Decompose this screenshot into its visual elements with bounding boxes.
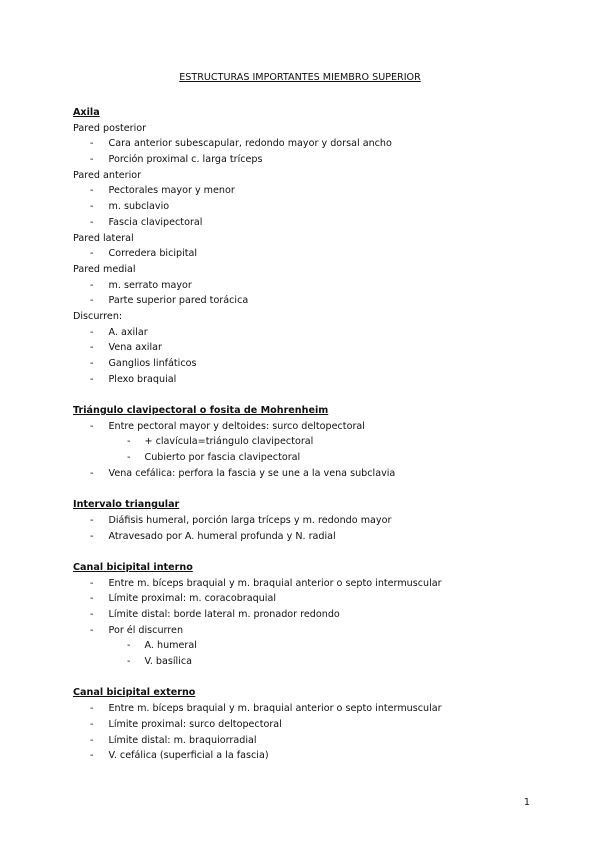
list-item: - Entre pectoral mayor y deltoides: surco deltopectoral xyxy=(73,419,553,435)
subsection-label: Pared lateral xyxy=(73,232,134,244)
list-item: - Límite proximal: surco deltopectoral xyxy=(73,717,553,733)
page-number: 1 xyxy=(523,797,530,808)
list-item: - Corredera bicipital xyxy=(73,246,553,262)
section-heading-intervalo: Intervalo triangular xyxy=(73,499,180,511)
bullet-dash: - xyxy=(90,467,94,479)
bullet-dash: - xyxy=(90,358,94,369)
section-heading-canal-interno: Canal bicipital interno xyxy=(73,561,193,573)
spacer xyxy=(73,544,553,560)
subsection-label: Pared medial xyxy=(73,263,136,275)
bullet-dash: - xyxy=(90,420,94,432)
list-item: - Ganglios linfáticos xyxy=(73,356,553,372)
list-item: - Vena axilar xyxy=(73,340,553,356)
list-item: - Vena cefálica: perfora la fascia y se une a la vena subclavia xyxy=(73,466,553,482)
bullet-dash: - xyxy=(90,703,94,715)
sub-list-item: - Cubierto por fascia clavipectoral xyxy=(73,450,553,466)
list-item: - Cara anterior subescapular, redondo mayor y dorsal ancho xyxy=(73,136,553,152)
list-item: - m. serrato mayor xyxy=(73,278,553,294)
bullet-dash: - xyxy=(90,750,94,762)
sub-list-item: - V. basílica xyxy=(73,654,553,670)
list-item: - Fascia clavipectoral xyxy=(73,215,553,231)
section-heading-triangulo: Triángulo clavipectoral o fosita de Mohrenheim xyxy=(73,405,329,417)
list-item: - Diáfisis humeral, porción larga tríceps y m. redondo mayor xyxy=(73,513,553,529)
page-title: ESTRUCTURAS IMPORTANTES MIEMBRO SUPERIOR xyxy=(179,72,421,83)
subsection-label: Discurren: xyxy=(73,310,123,322)
sub-list-item: - + clavícula=triángulo clavipectoral xyxy=(73,434,553,450)
bullet-dash: - xyxy=(90,593,94,605)
bullet-dash: - xyxy=(127,656,131,668)
list-item: - V. cefálica (superficial a la fascia) xyxy=(73,748,553,764)
spacer xyxy=(73,482,553,498)
bullet-dash: - xyxy=(90,530,94,542)
list-item: - Por él discurren xyxy=(73,623,553,639)
list-item: - Pectorales mayor y menor xyxy=(73,183,553,199)
bullet-dash: - xyxy=(127,640,131,652)
list-item: - Entre m. bíceps braquial y m. braquial anterior o septo intermuscular xyxy=(73,576,553,592)
bullet-dash: - xyxy=(90,609,94,620)
list-item: - Límite distal: m. braquiorradial xyxy=(73,733,553,749)
spacer xyxy=(73,670,553,686)
bullet-dash: - xyxy=(127,452,131,464)
bullet-dash: - xyxy=(90,154,94,166)
bullet-dash: - xyxy=(90,185,94,197)
bullet-dash: - xyxy=(90,295,94,307)
bullet-dash: - xyxy=(127,436,131,448)
list-item: - Porción proximal c. larga tríceps xyxy=(73,152,553,168)
list-item: - A. axilar xyxy=(73,325,553,341)
bullet-dash: - xyxy=(90,326,94,338)
bullet-dash: - xyxy=(90,201,94,213)
bullet-dash: - xyxy=(90,577,94,589)
section-heading-axila: Axila xyxy=(73,107,100,118)
list-item: - Plexo braquial xyxy=(73,372,553,388)
section-heading-canal-externo: Canal bicipital externo xyxy=(73,687,196,699)
list-item: - Parte superior pared torácica xyxy=(73,293,553,309)
bullet-dash: - xyxy=(90,734,94,746)
subsection-label: Pared anterior xyxy=(73,169,142,181)
list-item: - m. subclavio xyxy=(73,199,553,215)
bullet-dash: - xyxy=(90,138,94,150)
bullet-dash: - xyxy=(90,216,94,228)
sub-list-item: - A. humeral xyxy=(73,638,553,654)
list-item: - Límite proximal: m. coracobraquial xyxy=(73,591,553,607)
bullet-dash: - xyxy=(90,248,94,260)
document-body xyxy=(73,105,553,764)
bullet-dash: - xyxy=(90,342,94,354)
list-item: - Límite distal: borde lateral m. pronador redondo xyxy=(73,607,553,623)
spacer xyxy=(73,387,553,403)
subsection-label: Pared posterior xyxy=(73,122,147,134)
bullet-dash: - xyxy=(90,718,94,730)
list-item: - Entre m. bíceps braquial y m. braquial anterior o septo intermuscular xyxy=(73,701,553,717)
list-item: - Atravesado por A. humeral profunda y N. radial xyxy=(73,529,553,545)
bullet-dash: - xyxy=(90,624,94,636)
bullet-dash: - xyxy=(90,279,94,291)
bullet-dash: - xyxy=(90,514,94,526)
bullet-dash: - xyxy=(90,373,94,385)
